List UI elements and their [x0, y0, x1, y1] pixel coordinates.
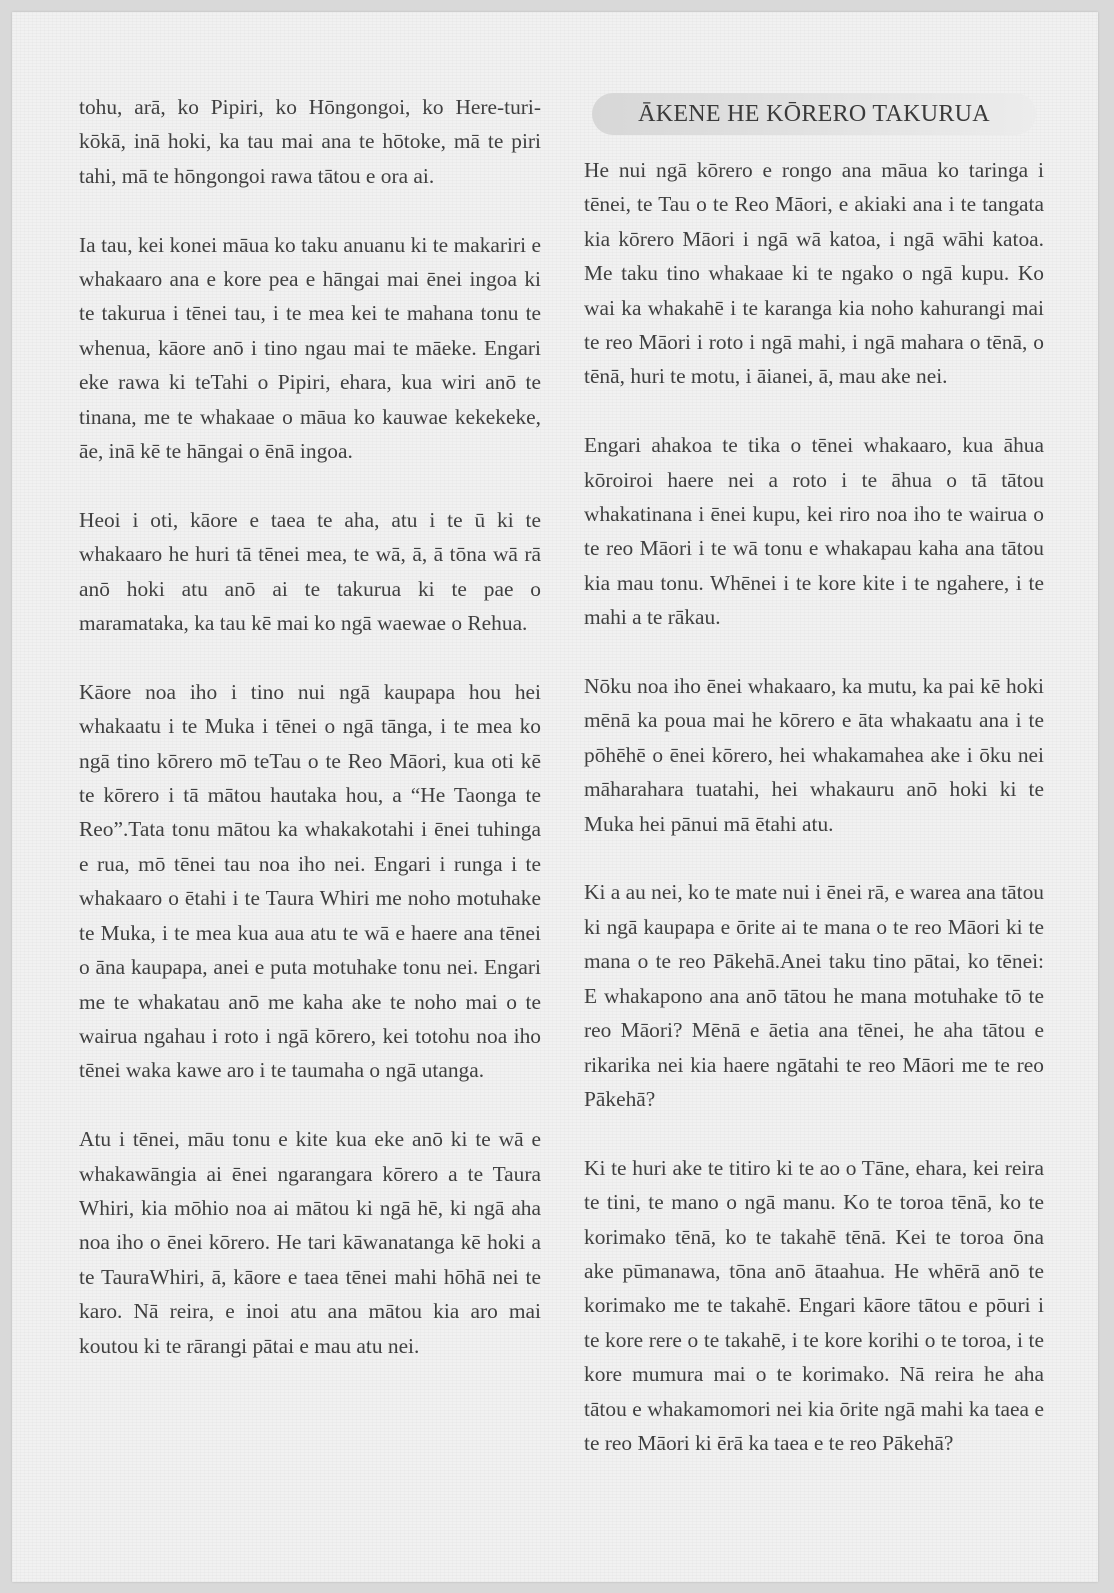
- section-heading: ĀKENE HE KŌRERO TAKURUA: [592, 93, 1036, 135]
- body-paragraph: Heoi i oti, kāore e taea te aha, atu i te ū ki te whakaaro he huri tā tēnei mea, te wā, ā, ā tōna wā rā anō hoki atu anō ai te takurua ki te pae o maramataka, ka tau kē mai ko ngā waewae o Rehua.: [79, 507, 541, 636]
- body-paragraph: tohu, arā, ko Pipiri, ko Hōngongoi, ko Here-turi-kōkā, inā hoki, ka tau mai ana te hōtoke, mā te piri tahi, mā te hōngongoi rawa tātou e ora ai.: [79, 95, 541, 188]
- magazine-page: [12, 12, 1098, 1582]
- body-paragraph: Engari ahakoa te tika o tēnei whakaaro, kua āhua kōroiroi haere nei a roto i te āhua o tā tātou whakatinana i ēnei kupu, kei riro noa iho te wairua o te reo Māori i te wā tonu e whakapau kaha ana tātou kia mau tonu. Whēnei i te kore kite i te ngahere, i te mahi a te rākau.: [584, 433, 1044, 630]
- body-paragraph: Ia tau, kei konei māua ko taku anuanu ki te makariri e whakaaro ana e kore pea e hāngai mai ēnei ingoa ki te takurua i tēnei tau, i te mea kei te mahana tonu te whenua, kāore anō i tino ngau mai te māeke. Engari eke rawa ki teTahi o Pipiri, ehara, kua wiri anō te tinana, me te whakaae o māua ko kauwae kekekeke, āe, inā kē te hāngai o ēnā ingoa.: [79, 232, 541, 464]
- body-paragraph: Ki a au nei, ko te mate nui i ēnei rā, e warea ana tātou ki ngā kaupapa e ōrite ai te mana o te reo Māori ki te mana o te reo Pākehā.Anei taku tino pātai, ko tēnei: E whakapono ana anō tātou he mana motuhake tō te reo Māori? Mēnā e āetia ana tēnei, he aha tātou e rikarika nei kia haere ngātahi te reo Māori me te reo Pākehā?: [584, 880, 1044, 1111]
- body-paragraph: Ki te huri ake te titiro ki te ao o Tāne, ehara, kei reira te tini, te mano o ngā manu. Ko te toroa tēnā, ko te korimako tēnā, ko te takahē tēnā. Kei te toroa ōna ake pūmanawa, tōna anō ātaahua. He whērā anō te korimako me te takahē. Engari kāore tātou e pōuri i te kore rere o te takahē, i te kore korihi o te toroa, i te kore mumura mai o te korimako. Nā reira he aha tātou e whakamomori nei kia ōrite ngā mahi ka taea e te reo Māori ki ērā ka taea e te reo Pākehā?: [584, 1155, 1044, 1455]
- body-paragraph: He nui ngā kōrero e rongo ana māua ko taringa i tēnei, te Tau o te Reo Māori, e akiaki ana i te tangata kia kōrero Māori i ngā wā katoa, i ngā wāhi katoa. Me taku tino whakaae ki te ngako o ngā kupu. Ko wai ka whakahē i te karanga kia noho kahurangi mai te reo Māori i roto i ngā mahi, i ngā mahara o tēnā, o tēnā, huri te motu, i āianei, ā, mau ake nei.: [584, 158, 1044, 389]
- left-column: [79, 90, 541, 1397]
- body-paragraph: Nōku noa iho ēnei whakaaro, ka mutu, ka pai kē hoki mēnā ka poua mai he kōrero e āta whakaatu ana i te pōhēhē o ēnei kōrero, hei whakamahea ake i ōku nei māharahara tuatahi, hei whakauru anō hoki ki te Muka hei pānui mā ētahi atu.: [584, 674, 1044, 836]
- body-paragraph: Atu i tēnei, māu tonu e kite kua eke anō ki te wā e whakawāngia ai ēnei ngarangara kōrero a te Taura Whiri, kia mōhio noa ai mātou ki ngā hē, ki ngā aha noa iho o ēnei kōrero. He tari kāwanatanga kē hoki a te TauraWhiri, ā, kāore e taea tēnei mahi hōhā nei te karo. Nā reira, e inoi atu ana mātou kia aro mai koutou ki te rārangi pātai e mau atu nei.: [79, 1127, 541, 1358]
- right-column: [584, 93, 1044, 1495]
- body-paragraph: Kāore noa iho i tino nui ngā kaupapa hou hei whakaatu i te Muka i tēnei o ngā tānga, i te mea ko ngā tino kōrero mō teTau o te Reo Māori, kua oti kē te kōrero i tā mātou hautaka hou, a “He Taonga te Reo”.Tata tonu mātou ka whakakotahi i ēnei tuhinga e rua, mō tēnei tau noa iho nei. Engari i runga i te whakaaro o ētahi i te Taura Whiri me noho motuhake te Muka, i te mea kua aua atu te wā e haere ana tēnei o āna kaupapa, anei e puta motuhake tonu nei. Engari me te whakatau anō me kaha ake te noho mai o te wairua ngahau i roto i ngā kōrero, kei totohu noa iho tēnei waka kawe aro i te taumaha o ngā utanga.: [79, 679, 541, 1083]
